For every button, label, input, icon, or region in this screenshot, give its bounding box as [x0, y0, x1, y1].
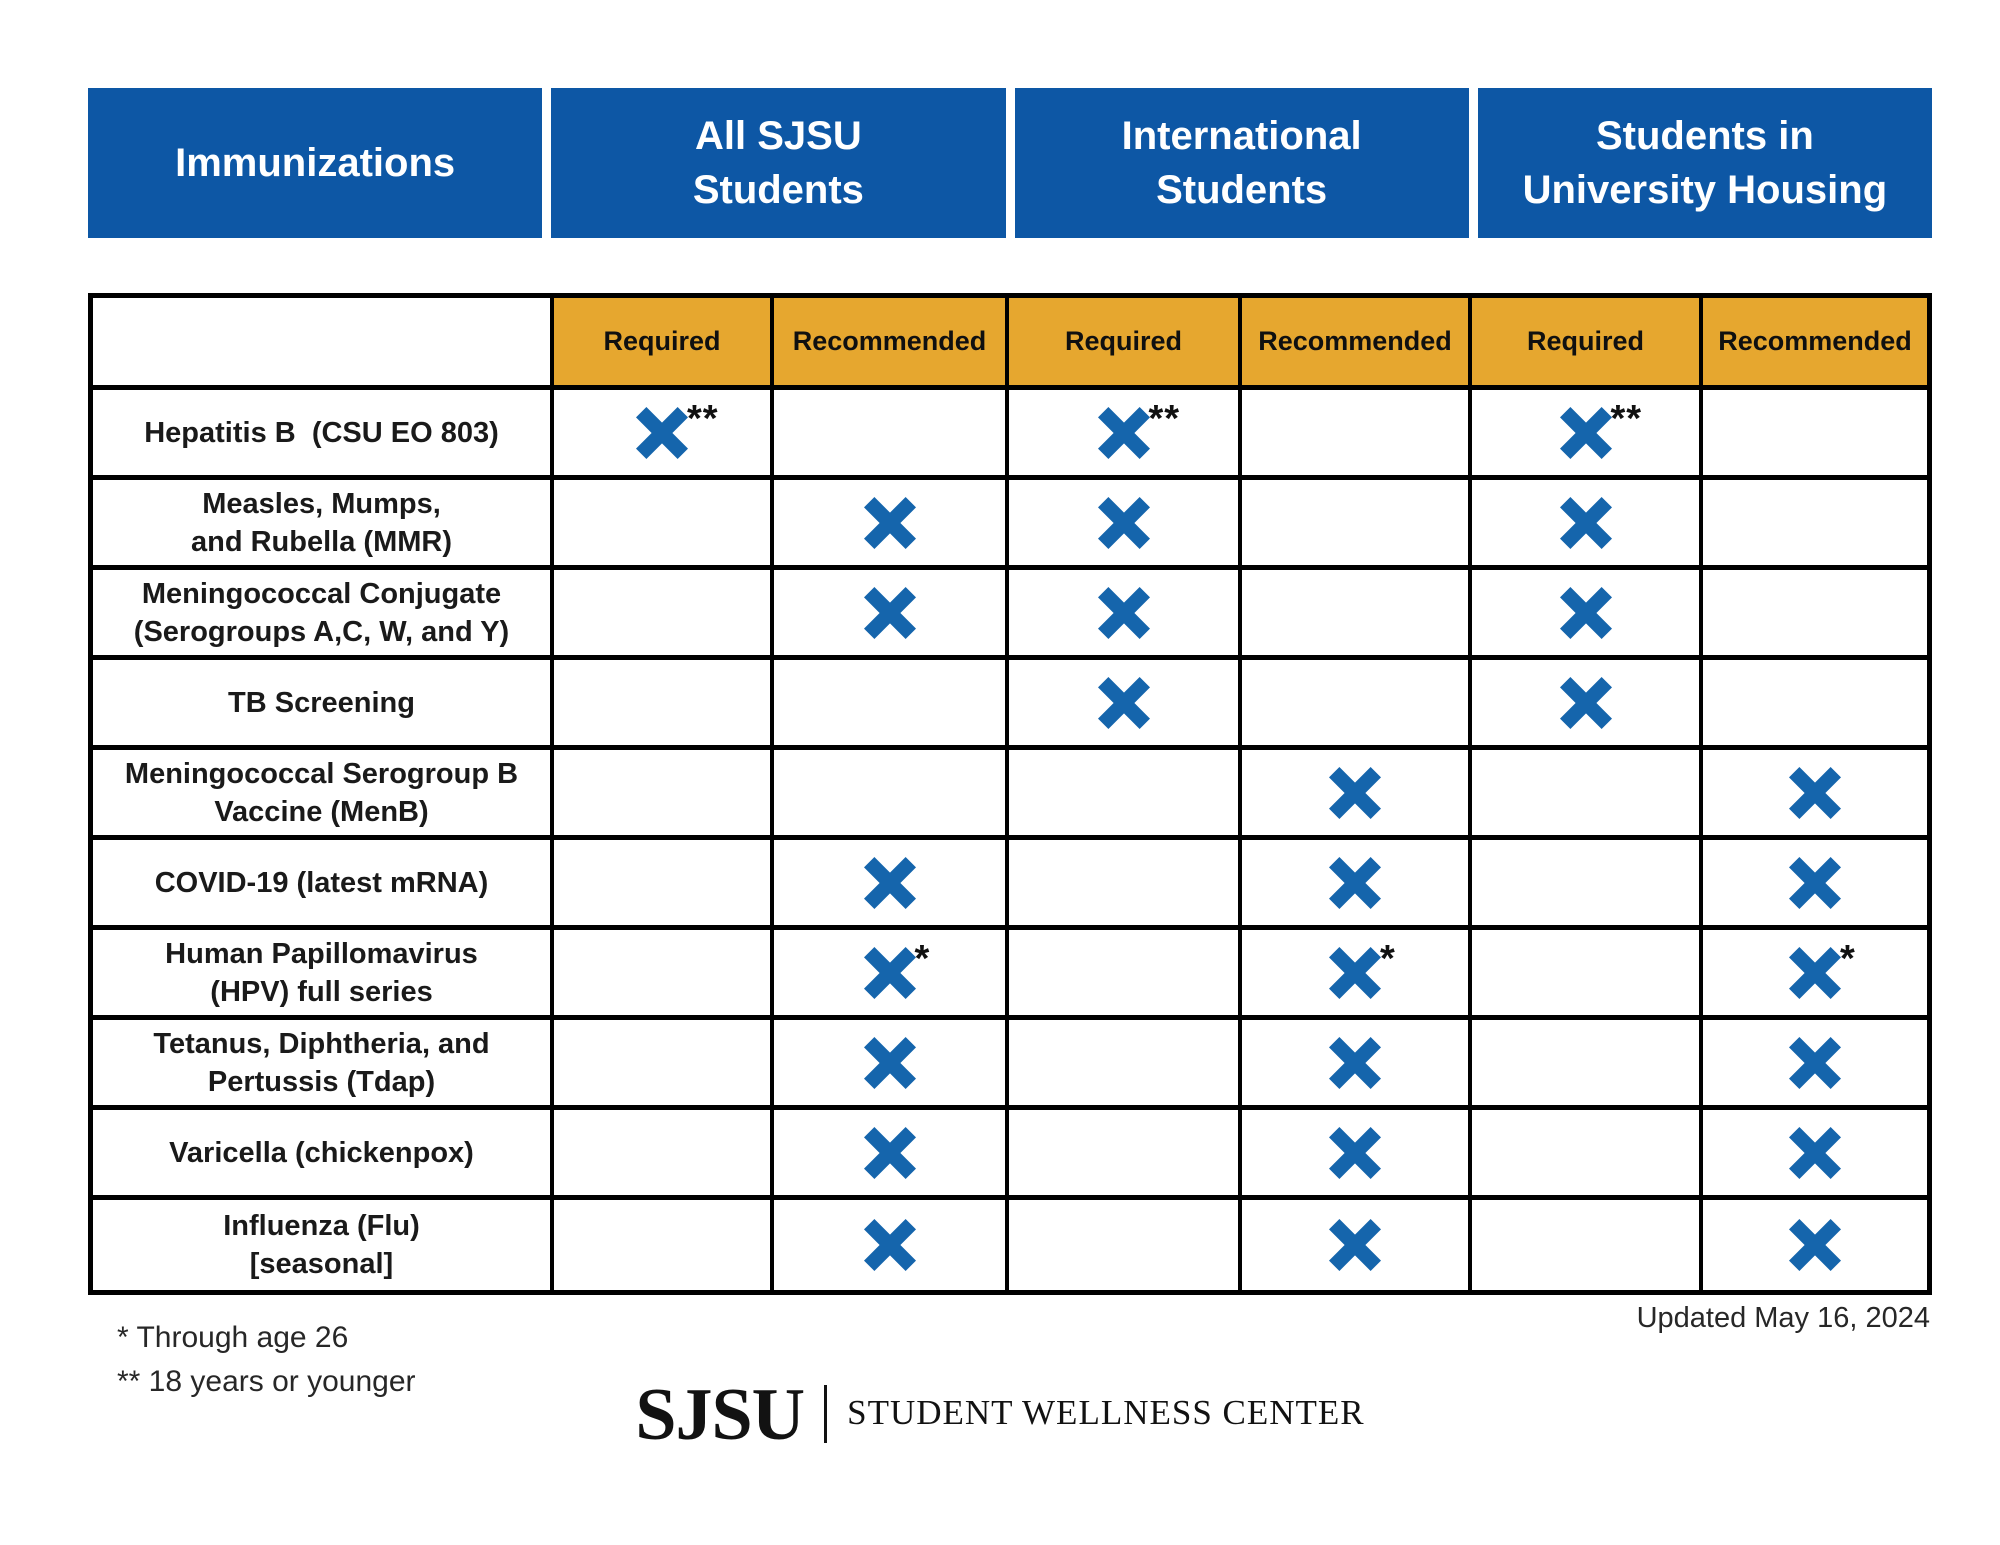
- footnote-18-years-or-younger: ** 18 years or younger: [117, 1365, 416, 1398]
- x-mark-cell: [774, 1200, 1009, 1290]
- asterisk-note: *: [1380, 938, 1396, 980]
- x-mark-icon: [1789, 857, 1841, 909]
- empty-cell: [1703, 390, 1927, 480]
- header-box-label: All SJSU: [695, 114, 862, 158]
- empty-cell: [554, 480, 774, 570]
- asterisk-note: **: [1610, 398, 1643, 440]
- x-mark-cell: [1242, 930, 1472, 1020]
- empty-cell: [1242, 570, 1472, 660]
- x-mark-icon: [1789, 1037, 1841, 1089]
- row-label-human-papillomavirus: Human Papillomavirus (HPV) full series: [93, 930, 554, 1020]
- logo-divider: [824, 1385, 827, 1443]
- row-label-meningococcal-conjugate: Meningococcal Conjugate (Serogroups A,C, W, and Y): [93, 570, 554, 660]
- header-row: [88, 88, 1932, 238]
- row-label-meningococcal-serogroup-b: Meningococcal Serogroup B Vaccine (MenB): [93, 750, 554, 840]
- x-mark-icon: [1329, 767, 1381, 819]
- x-mark-icon: [1560, 677, 1612, 729]
- empty-cell: [1472, 1020, 1703, 1110]
- x-mark-icon: [1098, 407, 1150, 459]
- empty-cell: [1472, 840, 1703, 930]
- empty-cell: [554, 930, 774, 1020]
- header-box-international-students: [1015, 88, 1469, 238]
- asterisk-note: **: [1148, 398, 1181, 440]
- x-mark-cell: [554, 390, 774, 480]
- row-label-hepatitis-b-csu-eo-803: Hepatitis B (CSU EO 803): [93, 390, 554, 480]
- row-label-measles-mumps: Measles, Mumps, and Rubella (MMR): [93, 480, 554, 570]
- updated-date: Updated May 16, 2024: [1636, 1302, 1930, 1334]
- empty-cell: [1242, 390, 1472, 480]
- column-header-recommended-international: Recommended: [1242, 298, 1472, 390]
- x-mark-icon: [1098, 677, 1150, 729]
- empty-cell: [554, 1110, 774, 1200]
- empty-cell: [1472, 750, 1703, 840]
- x-mark-icon: [864, 1219, 916, 1271]
- empty-cell: [554, 1020, 774, 1110]
- x-mark-cell: [1703, 840, 1927, 930]
- x-mark-icon: [1329, 1219, 1381, 1271]
- x-mark-cell: [1703, 1200, 1927, 1290]
- empty-cell: [554, 840, 774, 930]
- x-mark-cell: [1009, 660, 1242, 750]
- empty-cell: [1472, 1110, 1703, 1200]
- header-box-label: Students: [692, 168, 864, 212]
- column-header-required-all: Required: [554, 298, 774, 390]
- x-mark-cell: [774, 1110, 1009, 1200]
- header-box-students-in-university-housing: [1478, 88, 1932, 238]
- empty-cell: [1472, 930, 1703, 1020]
- empty-cell: [774, 390, 1009, 480]
- asterisk-note: *: [1840, 938, 1856, 980]
- x-mark-cell: [1703, 1110, 1927, 1200]
- x-mark-cell: [774, 1020, 1009, 1110]
- immunization-table: [88, 293, 1932, 1295]
- empty-cell: [554, 570, 774, 660]
- row-label-tetanus-diphtheria-and: Tetanus, Diphtheria, and Pertussis (Tdap): [93, 1020, 554, 1110]
- empty-cell: [774, 750, 1009, 840]
- empty-cell: [1009, 1200, 1242, 1290]
- x-mark-cell: [1703, 930, 1927, 1020]
- x-mark-cell: [1472, 660, 1703, 750]
- empty-cell: [554, 660, 774, 750]
- x-mark-cell: [1242, 750, 1472, 840]
- x-mark-cell: [1703, 750, 1927, 840]
- header-box-label: Immunizations: [175, 141, 456, 185]
- empty-cell: [554, 1200, 774, 1290]
- logo-department-text: STUDENT WELLNESS CENTER: [847, 1393, 1365, 1432]
- x-mark-icon: [1560, 497, 1612, 549]
- x-mark-icon: [1560, 407, 1612, 459]
- x-mark-cell: [1242, 1200, 1472, 1290]
- x-mark-cell: [1242, 840, 1472, 930]
- empty-cell: [1009, 930, 1242, 1020]
- x-mark-icon: [1560, 587, 1612, 639]
- sjsu-logo-text: SJSU: [635, 1374, 805, 1456]
- x-mark-cell: [1242, 1020, 1472, 1110]
- x-mark-icon: [1329, 1037, 1381, 1089]
- header-box-label: Students: [1156, 168, 1328, 212]
- empty-cell: [1703, 660, 1927, 750]
- x-mark-icon: [864, 1127, 916, 1179]
- x-mark-cell: [1009, 570, 1242, 660]
- x-mark-icon: [1789, 1127, 1841, 1179]
- empty-cell: [1009, 750, 1242, 840]
- table-corner-cell: [93, 298, 554, 390]
- asterisk-note: *: [914, 938, 931, 980]
- column-header-recommended-all: Recommended: [774, 298, 1009, 390]
- header-box-all-sjsu-students: [551, 88, 1005, 238]
- x-mark-icon: [1789, 947, 1841, 999]
- x-mark-cell: [774, 480, 1009, 570]
- x-mark-icon: [636, 407, 688, 459]
- x-mark-cell: [1009, 390, 1242, 480]
- row-label-varicella-chickenpox: Varicella (chickenpox): [93, 1110, 554, 1200]
- footnote-through-age-26: * Through age 26: [117, 1321, 349, 1354]
- row-label-influenza-flu: Influenza (Flu) [seasonal]: [93, 1200, 554, 1290]
- x-mark-icon: [864, 497, 916, 549]
- header-box-label: International: [1121, 114, 1362, 158]
- column-header-recommended-housing: Recommended: [1703, 298, 1927, 390]
- x-mark-cell: [1703, 1020, 1927, 1110]
- column-header-required-international: Required: [1009, 298, 1242, 390]
- x-mark-icon: [864, 947, 916, 999]
- empty-cell: [1242, 480, 1472, 570]
- x-mark-cell: [1472, 480, 1703, 570]
- x-mark-icon: [864, 587, 916, 639]
- x-mark-cell: [1242, 1110, 1472, 1200]
- empty-cell: [1703, 570, 1927, 660]
- x-mark-cell: [774, 930, 1009, 1020]
- x-mark-cell: [1472, 390, 1703, 480]
- x-mark-icon: [1329, 857, 1381, 909]
- header-box-label: University Housing: [1522, 168, 1888, 212]
- x-mark-icon: [1329, 1127, 1381, 1179]
- x-mark-icon: [1098, 587, 1150, 639]
- header-box-immunizations: [88, 88, 542, 238]
- x-mark-icon: [864, 1037, 916, 1089]
- x-mark-icon: [864, 857, 916, 909]
- empty-cell: [1009, 840, 1242, 930]
- empty-cell: [1009, 1020, 1242, 1110]
- x-mark-icon: [1098, 497, 1150, 549]
- x-mark-cell: [774, 570, 1009, 660]
- asterisk-note: **: [687, 398, 719, 440]
- header-box-label: Students in: [1595, 114, 1814, 158]
- empty-cell: [1009, 1110, 1242, 1200]
- empty-cell: [1472, 1200, 1703, 1290]
- column-header-required-housing: Required: [1472, 298, 1703, 390]
- empty-cell: [554, 750, 774, 840]
- x-mark-icon: [1789, 767, 1841, 819]
- row-label-tb-screening: TB Screening: [93, 660, 554, 750]
- empty-cell: [774, 660, 1009, 750]
- x-mark-icon: [1329, 947, 1381, 999]
- empty-cell: [1242, 660, 1472, 750]
- x-mark-cell: [1472, 570, 1703, 660]
- x-mark-cell: [774, 840, 1009, 930]
- row-label-covid-19-latest-mrna: COVID-19 (latest mRNA): [93, 840, 554, 930]
- x-mark-cell: [1009, 480, 1242, 570]
- x-mark-icon: [1789, 1219, 1841, 1271]
- empty-cell: [1703, 480, 1927, 570]
